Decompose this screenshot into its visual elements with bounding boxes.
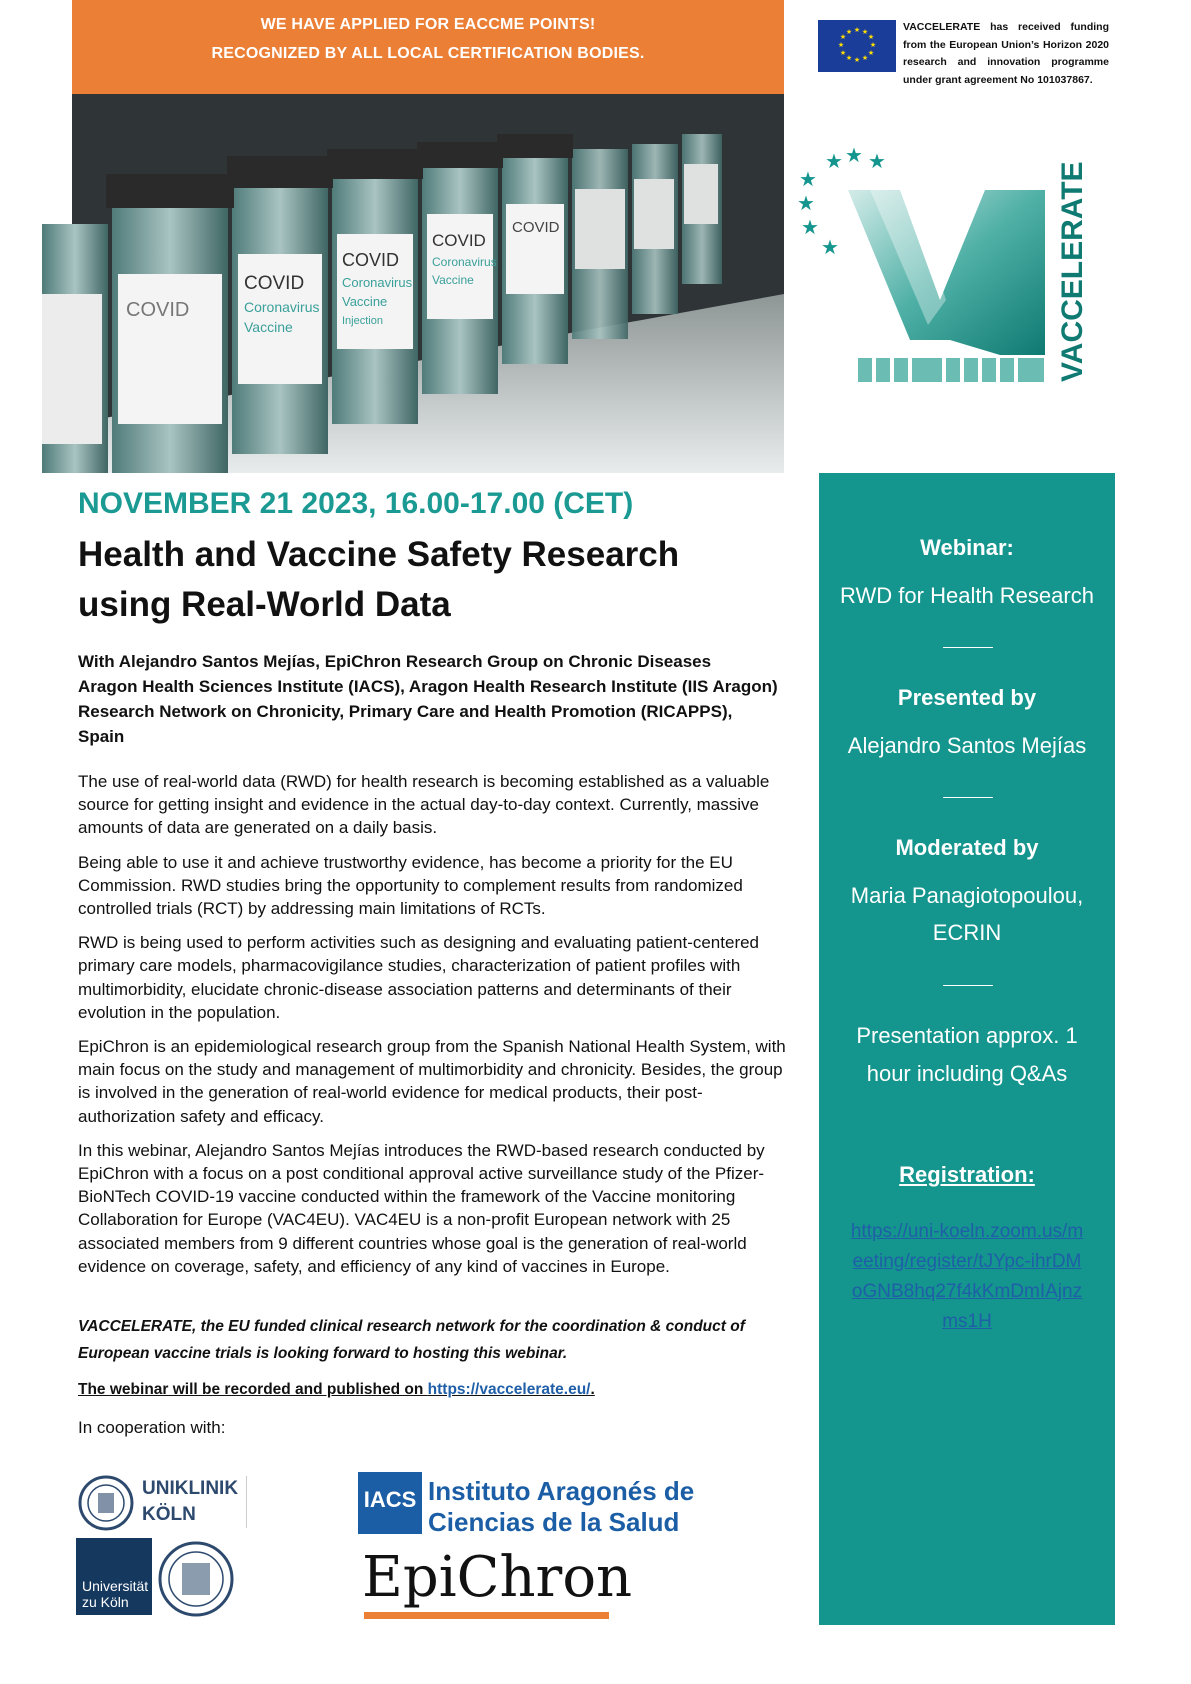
banner-line-1: WE HAVE APPLIED FOR EACCME POINTS!: [260, 16, 596, 33]
moderator-organisation: ECRIN: [932, 920, 1002, 945]
vial-label-text: Vaccine: [432, 273, 474, 287]
speaker-affiliation: [78, 649, 788, 749]
university-name-line: zu Köln: [82, 1594, 129, 1610]
vial-label-text: COVID: [342, 250, 400, 270]
svg-text:★: ★: [867, 49, 875, 57]
recording-note-text: The webinar will be recorded and published on: [78, 1381, 428, 1398]
vial-label-text: Vaccine: [342, 294, 388, 309]
event-date: NOVEMBER 21 2023, 16.00-17.00 (CET): [78, 487, 634, 520]
vial-label-text: COVID: [126, 299, 190, 321]
funding-statement: VACCELERATE has received funding from the European Union’s Horizon 2020 research and innovation programme under grant agreement No 101037867.: [903, 21, 1109, 86]
recording-note: [78, 1381, 595, 1399]
moderated-by-label: Moderated by: [895, 835, 1039, 860]
vial-label-text: COVID: [244, 273, 305, 294]
svg-text:★: ★: [845, 28, 853, 36]
event-title: Health and Vaccine Safety Research using Real-World Data: [78, 535, 680, 624]
description-paragraph: RWD is being used to perform activities such as designing and evaluating patient-centered primary care models, pharmacovigilance studies, characterization of patient profiles with multimorbidity, elucidate chronic-disease association patterns and determinants of their evolution in the population.: [78, 933, 760, 1022]
uniklinik-seal-icon: [78, 1475, 134, 1531]
description: [78, 770, 790, 1289]
svg-text:★: ★: [853, 56, 861, 64]
uniklinik-name-line: UNIKLINIK: [142, 1478, 239, 1499]
svg-text:★: ★: [797, 191, 815, 215]
svg-text:★: ★: [821, 235, 839, 259]
description-paragraph: Being able to use it and achieve trustworthy evidence, has become a priority for the EU Commission. RWD studies bring the opportunity to complement results from randomized controlled trials (RCT) by addressing main limitations of RCTs.: [78, 852, 743, 919]
svg-text:★: ★: [861, 28, 869, 36]
banner-line-2: RECOGNIZED BY ALL LOCAL CERTIFICATION BODIES.: [211, 45, 645, 62]
university-seal-icon: [158, 1541, 234, 1617]
presented-by-label: Presented by: [897, 685, 1037, 710]
svg-text:★: ★: [799, 167, 817, 191]
svg-text:★: ★: [825, 149, 843, 173]
description-paragraph: EpiChron is an epidemiological research group from the Spanish National Health System, with main focus on the study and management of multimorbidity and chronicity. Besides, the group is involved in the generation of real-world evidence for medical products, their post-authorization safety and efficacy.: [78, 1037, 786, 1126]
iacs-name-line: Instituto Aragonés de: [428, 1476, 695, 1506]
vaccine-vials-image: [72, 94, 784, 473]
svg-text:★: ★: [861, 54, 869, 62]
svg-text:★: ★: [801, 215, 819, 239]
duration-line: hour including Q&As: [866, 1061, 1068, 1086]
iacs-logo-name: [428, 1476, 694, 1538]
affiliation-line: With Alejandro Santos Mejías, EpiChron Research Group on Chronic Diseases: [78, 652, 712, 671]
description-paragraph: In this webinar, Alejandro Santos Mejías introduces the RWD-based research conducted by EpiChron with a focus on a post conditional approval active surveillance study of the Pfizer-BioNTech COVID-19 vaccine conducted within the framework of the Vaccine monitoring Collaboration for Europe (VAC4EU). VAC4EU is a non-profit European network with 25 associated members from 9 different countries whose goal is the generation of real-world evidence on coverage, safety, and efficiency of any kind of vaccines in Europe.: [78, 1140, 765, 1276]
closing-line: VACCELERATE, the EU funded clinical research network for the coordination & conduct of: [78, 1318, 745, 1335]
presenter-name: Alejandro Santos Mejías: [847, 733, 1087, 758]
uniklinik-name-line: KÖLN: [142, 1504, 196, 1525]
cooperation-label: In cooperation with:: [78, 1418, 226, 1437]
sidebar-divider: [943, 985, 993, 986]
svg-text:★: ★: [868, 149, 886, 173]
vial-label-text: COVID: [432, 231, 486, 250]
iacs-name-line: Ciencias de la Salud: [428, 1507, 680, 1537]
registration-link[interactable]: https://uni-koeln.zoom.us/meeting/register/tJYpc-ihrDMoGNB8hq27f4kKmDmIAjnzms1H: [850, 1221, 1084, 1332]
vaccelerate-logo: [797, 143, 1110, 400]
webinar-label: Webinar:: [920, 535, 1014, 560]
university-name-line: Universität: [82, 1578, 149, 1594]
registration-label: Registration:: [899, 1162, 1035, 1187]
vial-label-text: Injection: [342, 315, 383, 327]
closing-statement: [78, 1314, 790, 1367]
universitaet-koeln-logo: [76, 1538, 152, 1615]
moderator-name: Maria Panagiotopoulou,: [850, 883, 1084, 908]
svg-text:★: ★: [867, 33, 875, 41]
sidebar-divider: [943, 797, 993, 798]
recording-note-suffix: .: [590, 1381, 595, 1398]
svg-text:★: ★: [839, 49, 847, 57]
epichron-logo: EpiChron: [362, 1545, 633, 1610]
vial-label-text: Coronavirus: [342, 275, 413, 290]
svg-text:★: ★: [837, 41, 845, 49]
vial-label-text: Coronavirus: [432, 255, 497, 269]
svg-text:★: ★: [869, 41, 877, 49]
webinar-info-sidebar: [819, 473, 1115, 1625]
vial-label-text: Coronavirus: [244, 299, 320, 315]
duration-line: Presentation approx. 1: [856, 1023, 1078, 1048]
uniklinik-koeln-logo: [142, 1476, 247, 1528]
vaccelerate-logo-text: VACCELERATE: [1056, 161, 1089, 382]
svg-text:★: ★: [845, 54, 853, 62]
vial-label-text: COVID: [512, 219, 560, 236]
eu-flag-icon: [818, 20, 896, 72]
epichron-logo-underline: [364, 1612, 609, 1619]
vial-label-text: Vaccine: [244, 319, 293, 335]
webinar-topic: RWD for Health Research: [840, 583, 1094, 608]
svg-text:★: ★: [845, 143, 863, 167]
description-paragraph: The use of real-world data (RWD) for health research is becoming established as a valuable source for getting insight and evidence in the actual day-to-day context. Currently, massive amounts of data are generated on a daily basis.: [78, 772, 770, 838]
affiliation-line: Aragon Health Sciences Institute (IACS), Aragon Health Research Institute (IIS Aragon): [78, 677, 778, 696]
eaccme-banner: [72, 0, 784, 94]
svg-text:★: ★: [853, 26, 861, 34]
sidebar-divider: [943, 647, 993, 648]
vaccelerate-website-link[interactable]: https://vaccelerate.eu/: [427, 1381, 591, 1398]
affiliation-line: Spain: [78, 727, 125, 746]
affiliation-line: Research Network on Chronicity, Primary Care and Health Promotion (RICAPPS),: [78, 702, 733, 721]
svg-text:★: ★: [839, 33, 847, 41]
iacs-logo-mark: IACS: [358, 1472, 422, 1534]
closing-line: European vaccine trials is looking forward to hosting this webinar.: [78, 1344, 568, 1362]
